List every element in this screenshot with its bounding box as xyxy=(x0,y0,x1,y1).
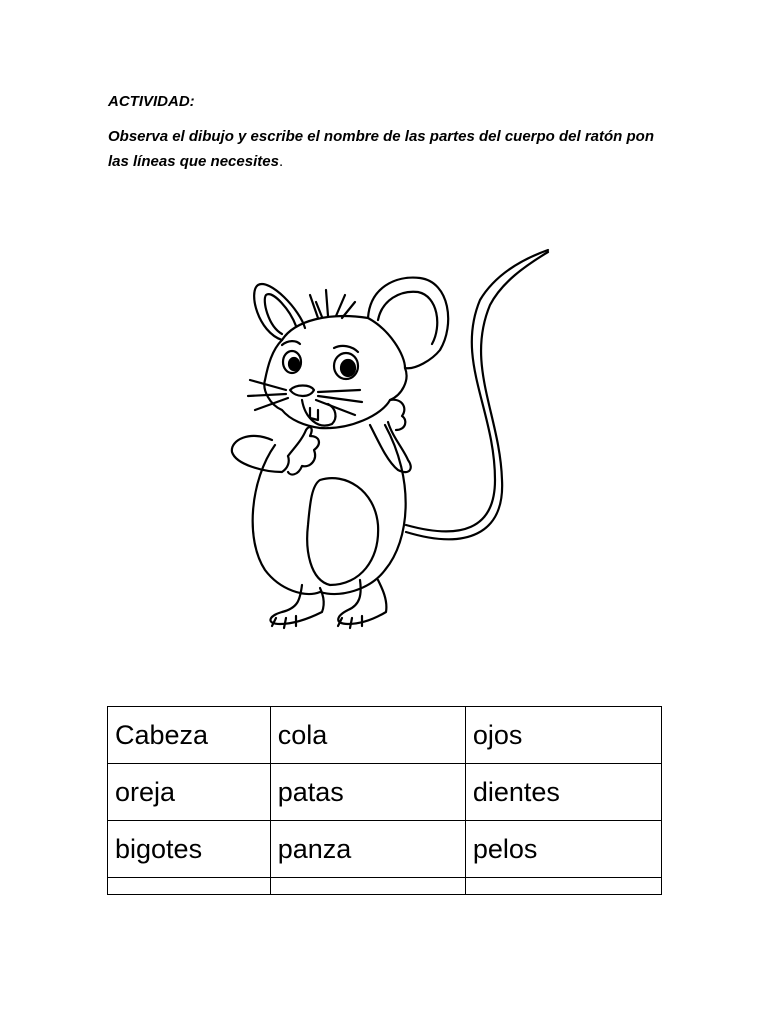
table-cell: pelos xyxy=(465,821,661,878)
table-cell: Cabeza xyxy=(108,707,271,764)
table-row xyxy=(108,707,662,764)
mouse-nose xyxy=(290,386,314,397)
table-cell xyxy=(465,878,661,895)
table-row-empty xyxy=(108,878,662,895)
mouse-teeth xyxy=(310,408,318,420)
table-cell: patas xyxy=(270,764,465,821)
activity-instructions xyxy=(108,124,668,174)
mouse-hair xyxy=(310,290,355,318)
mouse-tail xyxy=(406,250,548,531)
body-parts-word-table xyxy=(107,706,662,895)
table-cell: panza xyxy=(270,821,465,878)
instructions-text: Observa el dibujo y escribe el nombre de las partes del cuerpo del ratón pon las líneas que necesites xyxy=(108,128,654,170)
mouse-illustration-icon xyxy=(210,240,570,630)
table-cell: cola xyxy=(270,707,465,764)
table-cell: ojos xyxy=(465,707,661,764)
table-cell: dientes xyxy=(465,764,661,821)
activity-heading: ACTIVIDAD: xyxy=(108,93,195,110)
table-row xyxy=(108,764,662,821)
table-cell: bigotes xyxy=(108,821,271,878)
instructions-period: . xyxy=(278,153,284,170)
table-row xyxy=(108,821,662,878)
mouse-belly xyxy=(307,478,378,585)
table-cell: oreja xyxy=(108,764,271,821)
mouse-right-arm xyxy=(370,422,411,472)
table-cell xyxy=(108,878,271,895)
table-cell xyxy=(270,878,465,895)
mouse-left-arm xyxy=(232,436,289,472)
